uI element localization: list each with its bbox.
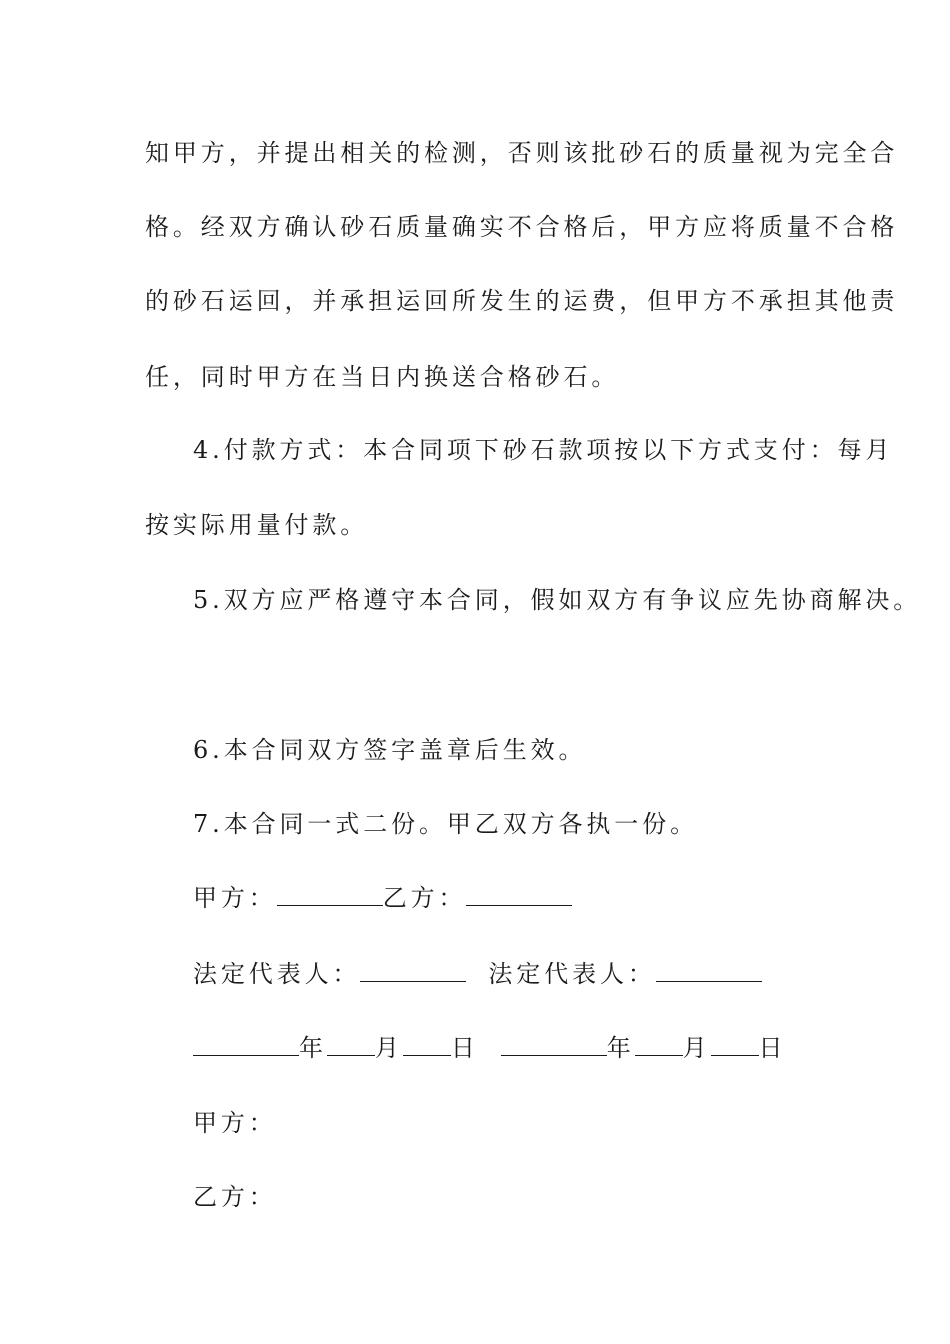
legal-rep-line [193, 958, 762, 990]
date-b-month-label: 月 [682, 1034, 711, 1062]
date-b-year-blank[interactable] [501, 1033, 607, 1056]
date-a-month-blank[interactable] [327, 1033, 375, 1056]
date-line [193, 1032, 786, 1064]
date-a-year-blank[interactable] [193, 1033, 299, 1056]
clause-5: 5.双方应严格遵守本合同，假如双方有争议应先协商解决。 [193, 586, 922, 614]
paragraph-line-4: 任，同时甲方在当日内换送合格砂石。 [145, 363, 620, 391]
date-a-day-blank[interactable] [403, 1033, 451, 1056]
clause-7: 7.本合同一式二份。甲乙双方各执一份。 [193, 810, 698, 838]
legal-rep-b-label: 法定代表人： [488, 960, 656, 988]
clause-4-line-1: 4.付款方式：本合同项下砂石款项按以下方式支付：每月 [193, 436, 894, 464]
legal-rep-a-blank[interactable] [360, 959, 466, 982]
date-a-month-label: 月 [374, 1034, 403, 1062]
date-b-day-label: 日 [758, 1034, 787, 1062]
date-b-year-label: 年 [606, 1034, 635, 1062]
party-b-label: 乙方： [382, 884, 467, 912]
party-a-blank[interactable] [277, 883, 383, 906]
party-signature-line [193, 882, 572, 914]
party-a-label: 甲方： [193, 884, 277, 912]
date-b-month-blank[interactable] [635, 1033, 683, 1056]
party-b-blank[interactable] [466, 883, 572, 906]
footer-party-b: 乙方： [193, 1183, 277, 1211]
legal-rep-a-label: 法定代表人： [193, 960, 361, 988]
date-b-day-blank[interactable] [711, 1033, 759, 1056]
clause-6: 6.本合同双方签字盖章后生效。 [193, 736, 587, 764]
date-a-day-label: 日 [450, 1034, 479, 1062]
date-a-year-label: 年 [299, 1034, 327, 1062]
footer-party-a: 甲方： [193, 1109, 277, 1137]
clause-4-line-2: 按实际用量付款。 [145, 511, 369, 539]
paragraph-line-3: 的砂石运回，并承担运回所发生的运费，但甲方不承担其他责 [145, 287, 899, 315]
legal-rep-b-blank[interactable] [656, 959, 762, 982]
paragraph-line-1: 知甲方，并提出相关的检测，否则该批砂石的质量视为完全合 [145, 139, 899, 167]
paragraph-line-2: 格。经双方确认砂石质量确实不合格后，甲方应将质量不合格 [145, 213, 899, 241]
